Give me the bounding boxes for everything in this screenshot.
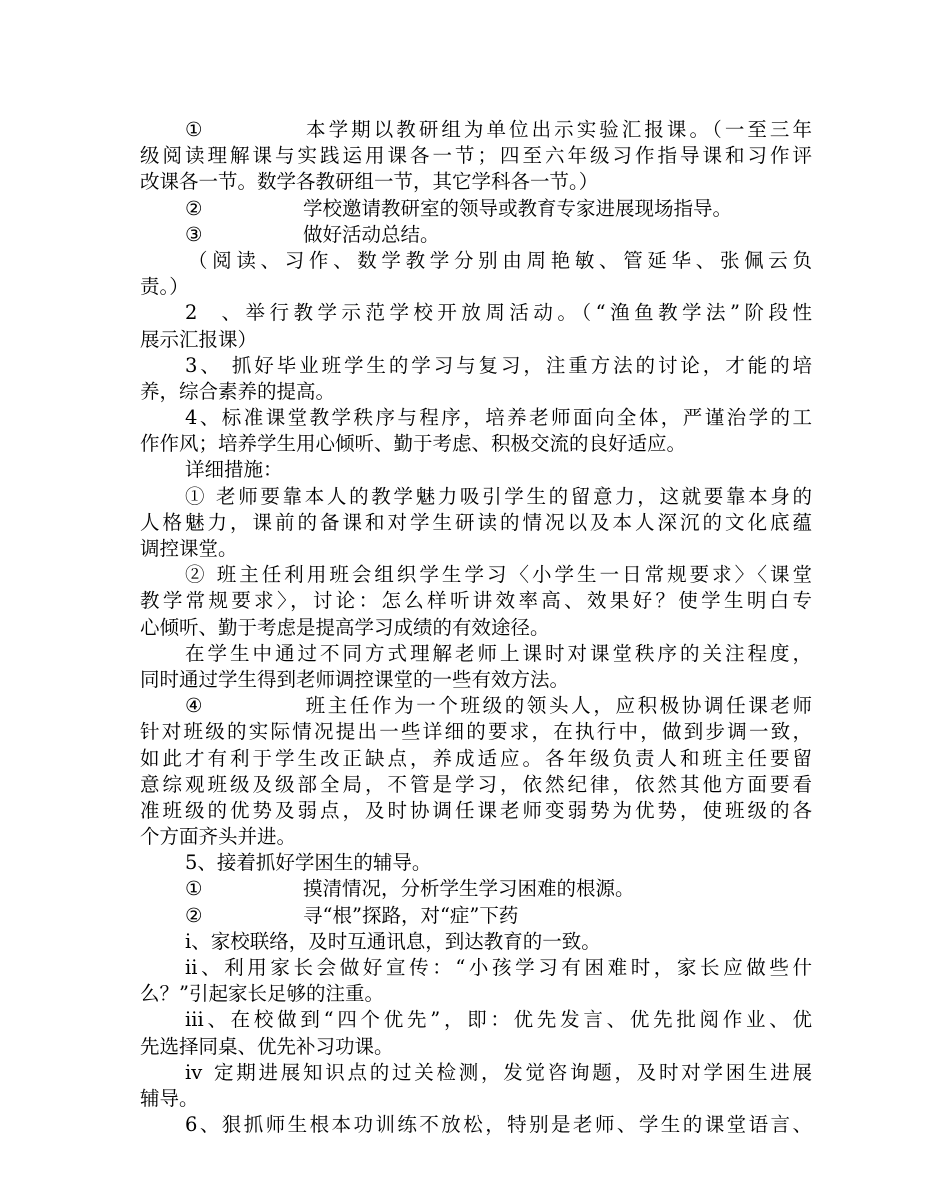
paragraph-line: ① 老师要靠本人的教学魅力吸引学生的留意力，这就要靠本身的	[185, 484, 812, 508]
paragraph-line: 4、标准课堂教学秩序与程序，培养老师面向全体，严谨治学的工	[185, 406, 812, 430]
document-page	[140, 117, 812, 1138]
list-marker: ②	[185, 196, 203, 220]
paragraph-line: 责。）	[140, 275, 189, 299]
line-text: 学校邀请教研室的领导或教育专家进展现场指导。	[303, 196, 733, 220]
paragraph-line: 3、 抓好毕业班学生的学习与复习，注重方法的讨论，才能的培	[185, 353, 812, 377]
paragraph-line: ⅱ、利用家长会做好宣传：“小孩学习有困难时，家长应做些什	[185, 956, 812, 979]
paragraph-line: 如此才有利于学生改正缺点，养成适应。各年级负责人和班主任要留	[140, 746, 812, 770]
list-marker: ④	[185, 694, 203, 718]
paragraph-line: 意综观班级及级部全局，不管是学习，依然纪律，依然其他方面要看	[140, 772, 812, 796]
paragraph-line: 么？”引起家长足够的注重。	[140, 982, 384, 1006]
paragraph-line: ⅰ、家校联络，及时互通讯息，到达教育的一致。	[185, 929, 601, 953]
line-text: 举行教学示范学校开放周活动。（“渔鱼教学法”阶段性	[241, 301, 812, 325]
paragraph-line	[140, 903, 812, 929]
paragraph-line: 改课各一节。数学各教研组一节，其它学科各一节。）	[140, 170, 599, 194]
paragraph-line: 人格魅力，课前的备课和对学生研读的情况以及本人深沉的文化底蕴	[140, 510, 812, 534]
paragraph-line: 作作风；培养学生用心倾听、勤于考虑、积极交流的良好适应。	[140, 432, 687, 456]
paragraph-line	[140, 693, 812, 719]
paragraph-line: 详细措施：	[185, 458, 283, 482]
paragraph-line: 5、接着抓好学困生的辅导。	[185, 851, 432, 875]
paragraph-line: 先选择同桌、优先补习功课。	[140, 1034, 394, 1058]
paragraph-line: 6、狠抓师生根本功训练不放松，特别是老师、学生的课堂语言、	[185, 1113, 812, 1137]
paragraph-line	[140, 117, 812, 143]
line-text: 做好活动总结。	[303, 222, 440, 246]
list-marker: ②	[185, 903, 203, 927]
paragraph-line: 调控课堂。	[140, 537, 238, 560]
paragraph-line: 个方面齐头并进。	[140, 825, 297, 849]
paragraph-line: ⅲ、在校做到“四个优先”，即：优先发言、优先批阅作业、优	[185, 1008, 812, 1032]
line-text: 摸清情况，分析学生学习困难的根源。	[303, 877, 635, 901]
list-marker: ①	[185, 877, 203, 901]
paragraph-line: 级阅读理解课与实践运用课各一节；四至六年级习作指导课和习作评	[140, 144, 812, 168]
paragraph-line: 针对班级的实际情况提出一些详细的要求，在执行中，做到步调一致，	[140, 720, 812, 744]
paragraph-line: 心倾听、勤于考虑是提高学习成绩的有效途径。	[140, 615, 550, 639]
paragraph-line: 展示汇报课）	[140, 327, 258, 351]
paragraph-line: 准班级的优势及弱点，及时协调任课老师变弱势为优势，使班级的各	[140, 798, 812, 822]
paragraph-line: 同时通过学生得到老师调控课堂的一些有效方法。	[140, 667, 570, 691]
paragraph-line: 辅导。	[140, 1086, 199, 1110]
paragraph-line	[140, 222, 812, 248]
line-text: 班主任作为一个班级的领头人，应积极协调任课老师	[303, 694, 812, 718]
line-text: 本学期以教研组为单位出示实验汇报课。（一至三年	[303, 118, 812, 141]
list-marker: ①	[185, 118, 203, 141]
paragraph-line: 在学生中通过不同方式理解老师上课时对课堂秩序的关注程度，	[185, 641, 812, 665]
list-marker: ③	[185, 222, 203, 246]
line-text: 寻“根”探路，对“症”下药	[303, 903, 519, 927]
paragraph-line: ⅳ 定期进展知识点的过关检测，发觉咨询题，及时对学困生进展	[185, 1060, 812, 1084]
paragraph-line: ② 班主任利用班会组织学生学习〈小学生一日常规要求〉〈课堂	[185, 563, 812, 587]
list-marker: 2、	[185, 301, 241, 325]
paragraph-line	[140, 196, 812, 222]
paragraph-line	[140, 300, 812, 326]
paragraph-line: （阅读、习作、数学教学分别由周艳敏、管延华、张佩云负	[188, 248, 812, 272]
paragraph-line: 养，综合素养的提高。	[140, 379, 336, 403]
paragraph-line: 教学常规要求〉，讨论：怎么样听讲效率高、效果好？使学生明白专	[140, 589, 812, 613]
paragraph-line	[140, 876, 812, 902]
